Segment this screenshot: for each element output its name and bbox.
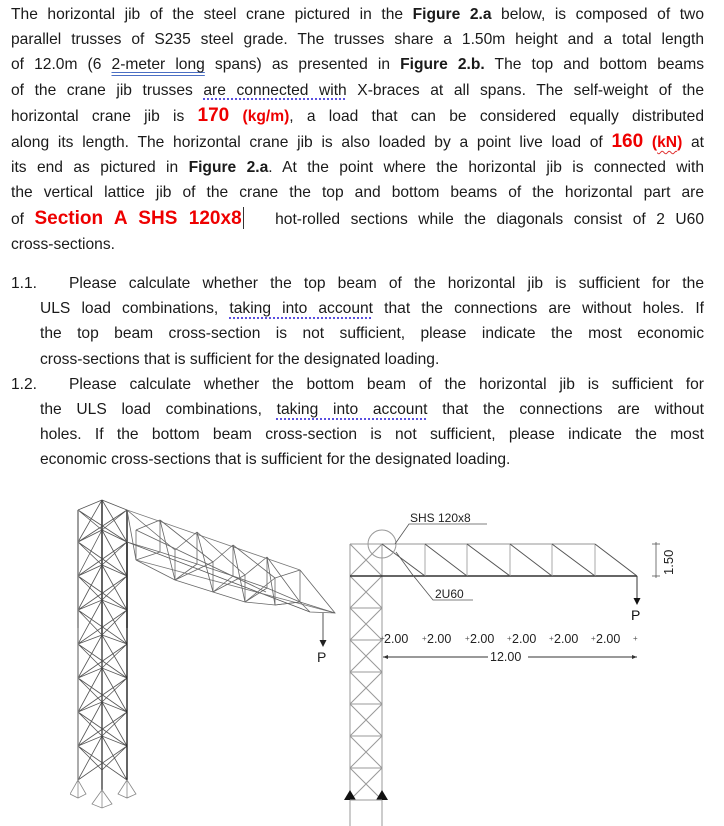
spelling-flag[interactable]: kN [657, 134, 678, 152]
grammar-flag[interactable]: 2-meter long [111, 56, 205, 74]
svg-text:+: + [507, 634, 512, 643]
style-flag[interactable]: taking into account [276, 401, 428, 419]
self-weight-value: 170 [197, 104, 230, 126]
figure-ref: Figure 2.a [188, 159, 269, 177]
top-chord-callout [395, 511, 487, 544]
svg-text:+: + [422, 634, 427, 643]
mast-base-supports [70, 780, 136, 808]
height-dimension [652, 542, 660, 578]
load-arrow-p [320, 613, 327, 647]
support-right-icon [376, 790, 388, 800]
question-1-1: 1.1. Please calculate whether the top beam of the horizontal jib is sufficient for the ULS load combinations, taking into account that the connections are without holes. If the top beam cross-section is not sufficient, please indicate the most economic cross-sections that is sufficient for the designated loading. [11, 271, 704, 372]
text-line: of 12.0m (6 2-meter long spans) as presented in Figure 2.b. The top and bottom beams [11, 56, 704, 74]
tip-load-label: P [631, 607, 641, 623]
svg-text:+: + [633, 634, 638, 643]
style-flag[interactable]: are connected with [203, 81, 347, 99]
support-left-icon [344, 790, 356, 800]
question-1-2: 1.2. Please calculate whether the bottom beam of the horizontal jib is sufficient for the ULS load combinations, taking into account that the connections are without holes. If the bottom beam cross-section is not sufficient, please indicate the most economic cross-sections that is sufficient for the designated loading. [11, 372, 704, 473]
figure-2b-truss-schematic [340, 500, 680, 826]
text-line: The horizontal jib of the steel crane pictured in the Figure 2.a below, is composed of two [11, 6, 704, 23]
diagonal-label: 2U60 [435, 587, 464, 601]
span-dimension-chain [380, 632, 638, 646]
text-line: the vertical lattice jib of the crane the top and bottom beams of the horizontal part are [11, 184, 704, 202]
text-line: cross-sections. [11, 235, 115, 253]
svg-text:2.00: 2.00 [512, 632, 537, 646]
question-number: 1.1. [11, 275, 38, 292]
figure-ref: Figure 2.b. [400, 56, 485, 74]
svg-text:2.00: 2.00 [427, 632, 452, 646]
problem-statement [11, 2, 704, 257]
section-designation: Section A SHS 120x8 [34, 207, 242, 229]
svg-text:+: + [591, 634, 596, 643]
text-line: of Section A SHS 120x8 hot-rolled sections while the diagonals consist of 2 U60 [11, 207, 704, 229]
svg-text:2.00: 2.00 [596, 632, 621, 646]
figure-2a-crane-3d [70, 490, 340, 820]
mast-truss-2d [350, 544, 382, 826]
svg-text:+: + [465, 634, 470, 643]
svg-text:+: + [549, 634, 554, 643]
question-list [11, 271, 704, 473]
tip-load-arrow [634, 576, 641, 605]
self-weight-unit: (kg/m) [242, 107, 290, 125]
style-flag[interactable]: taking into account [229, 300, 374, 318]
top-chord-label: SHS 120x8 [410, 511, 471, 525]
svg-text:+: + [380, 634, 385, 643]
jib-truss-3d [127, 510, 335, 613]
load-label-p: P [317, 649, 327, 665]
figure-ref: Figure 2.a [412, 6, 492, 23]
text-line: its end as pictured in Figure 2.a. At the point where the horizontal jib is connected with [11, 159, 704, 177]
total-length-label: 12.00 [490, 650, 522, 664]
svg-text:2.00: 2.00 [470, 632, 495, 646]
text-line: of the crane jib trusses are connected with X-braces at all spans. The self-weight of the [11, 81, 704, 99]
question-number: 1.2. [11, 375, 38, 393]
svg-text:2.00: 2.00 [384, 632, 409, 646]
jib-truss-2d [350, 544, 637, 576]
live-load-value: 160 [611, 131, 644, 153]
height-label: 1.50 [661, 549, 676, 575]
text-line: parallel trusses of S235 steel grade. The trusses share a 1.50m height and a total length [11, 31, 704, 49]
text-line: along its length. The horizontal crane jib is also loaded by a point live load of 160 (kN) at [11, 131, 704, 153]
mast-lattice [78, 500, 127, 790]
svg-text:2.00: 2.00 [554, 632, 579, 646]
text-line: horizontal crane jib is 170 (kg/m), a load that can be considered equally distributed [11, 104, 704, 126]
